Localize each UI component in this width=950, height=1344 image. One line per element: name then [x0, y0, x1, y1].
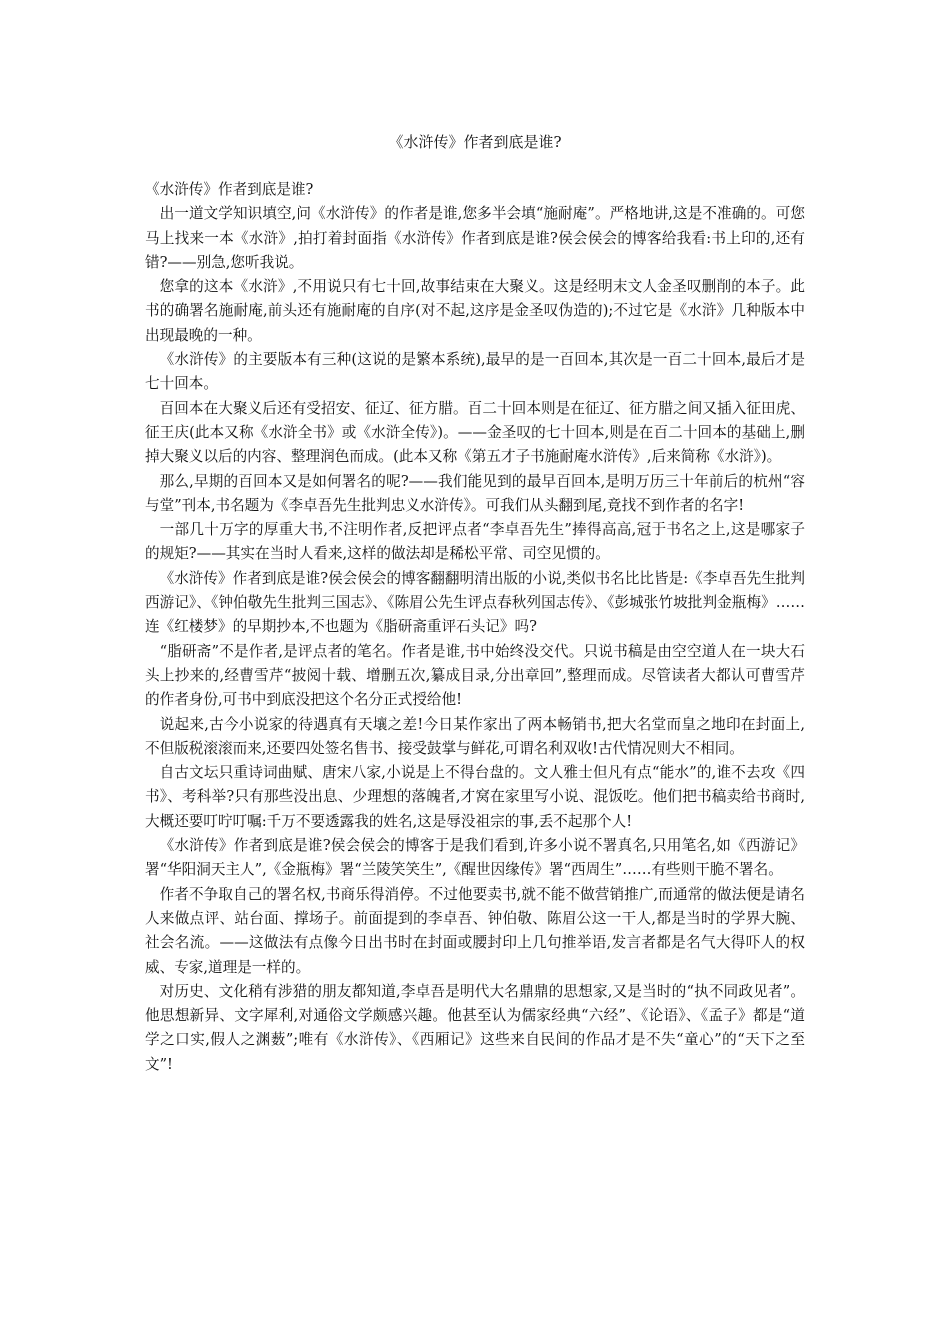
paragraph-10: 自古文坛只重诗词曲赋、唐宋八家,小说是上不得台盘的。文人雅士但凡有点“能水”的,谁不去攻《四书》、考科举?只有那些没出息、少理想的落魄者,才窝在家里写小说、混饭吃。他们把书稿卖给书商时,大概还要叮咛叮嘱:千万不要透露我的姓名,这是辱没祖宗的事,丢不起那个人!	[145, 764, 805, 830]
document-body	[145, 178, 805, 1077]
paragraph-12: 作者不争取自己的署名权,书商乐得消停。不过他要卖书,就不能不做营销推广,而通常的做法便是请名人来做点评、站台面、撑场子。前面提到的李卓吾、钟伯敬、陈眉公这一干人,都是当时的学界大腕、社会名流。——这做法有点像今日出书时在封面或腰封印上几句推举语,发言者都是名气大得吓人的权威、专家,道理是一样的。	[145, 885, 805, 976]
paragraph-2: 您拿的这本《水浒》,不用说只有七十回,故事结束在大聚义。这是经明末文人金圣叹删削的本子。此书的确署名施耐庵,前头还有施耐庵的自序(对不起,这序是金圣叹伪造的);不过它是《水浒》几种版本中出现最晚的一种。	[145, 278, 805, 344]
paragraph-7: 《水浒传》作者到底是谁?侯会侯会的博客翻翻明清出版的小说,类似书名比比皆是:《李卓吾先生批判西游记》、《钟伯敬先生批判三国志》、《陈眉公先生评点春秋列国志传》、《彭城张竹坡批判金瓶梅》……连《红楼梦》的早期抄本,不也题为《脂研斋重评石头记》吗?	[145, 569, 805, 636]
paragraph-3: 《水浒传》的主要版本有三种(这说的是繁本系统),最早的是一百回本,其次是一百二十回本,最后才是七十回本。	[145, 351, 805, 393]
paragraph-8: “脂研斋”不是作者,是评点者的笔名。作者是谁,书中始终没交代。只说书稿是由空空道人在一块大石头上抄来的,经曹雪芹“披阅十载、增删五次,纂成目录,分出章回”,整理而成。尽管读者大都认可曹雪芹的作者身份,可书中到底没把这个名分正式授给他!	[145, 642, 805, 709]
paragraph-6: 一部几十万字的厚重大书,不注明作者,反把评点者“李卓吾先生”捧得高高,冠于书名之上,这是哪家子的规矩?——其实在当时人看来,这样的做法却是稀松平常、司空见惯的。	[145, 521, 805, 563]
paragraph-9: 说起来,古今小说家的待遇真有天壤之差!今日某作家出了两本畅销书,把大名堂而皇之地印在封面上,不但版税滚滚而来,还要四处签名售书、接受鼓掌与鲜花,可谓名利双收!古代情况则大不相同。	[145, 715, 805, 757]
paragraph-4: 百回本在大聚义后还有受招安、征辽、征方腊。百二十回本则是在征辽、征方腊之间又插入征田虎、征王庆(此本又称《水浒全书》或《水浒全传》)。——金圣叹的七十回本,则是在百二十回本的基础上,删掉大聚义以后的内容、整理润色而成。(此本又称《第五才子书施耐庵水浒传》,后来简称《水浒》)。	[145, 399, 805, 466]
paragraph-0: 《水浒传》作者到底是谁?	[145, 181, 314, 198]
document-title: 《水浒传》作者到底是谁?	[388, 133, 562, 151]
paragraph-11: 《水浒传》作者到底是谁?侯会侯会的博客于是我们看到,许多小说不署真名,只用笔名,如《西游记》署“华阳洞天主人”,《金瓶梅》署“兰陵笑笑生”,《醒世因缘传》署“西周生”……有些则干脆不署名。	[145, 837, 805, 879]
paragraph-1: 出一道文学知识填空,问《水浒传》的作者是谁,您多半会填“施耐庵”。严格地讲,这是不准确的。可您马上找来一本《水浒》,拍打着封面指《水浒传》作者到底是谁?侯会侯会的博客给我看:书上印的,还有错?——别急,您听我说。	[145, 205, 805, 271]
paragraph-13: 对历史、文化稍有涉猎的朋友都知道,李卓吾是明代大名鼎鼎的思想家,又是当时的“执不同政见者”。他思想新异、文字犀利,对通俗文学颇感兴趣。他甚至认为儒家经典“六经”、《论语》、《孟子》都是“道学之口实,假人之渊薮”;唯有《水浒传》、《西厢记》这些来自民间的作品才是不失“童心”的“天下之至文”!	[145, 982, 806, 1073]
paragraph-5: 那么,早期的百回本又是如何署名的呢?——我们能见到的最早百回本,是明万历三十年前后的杭州“容与堂”刊本,书名题为《李卓吾先生批判忠义水浒传》。可我们从头翻到尾,竟找不到作者的名字!	[145, 472, 805, 514]
